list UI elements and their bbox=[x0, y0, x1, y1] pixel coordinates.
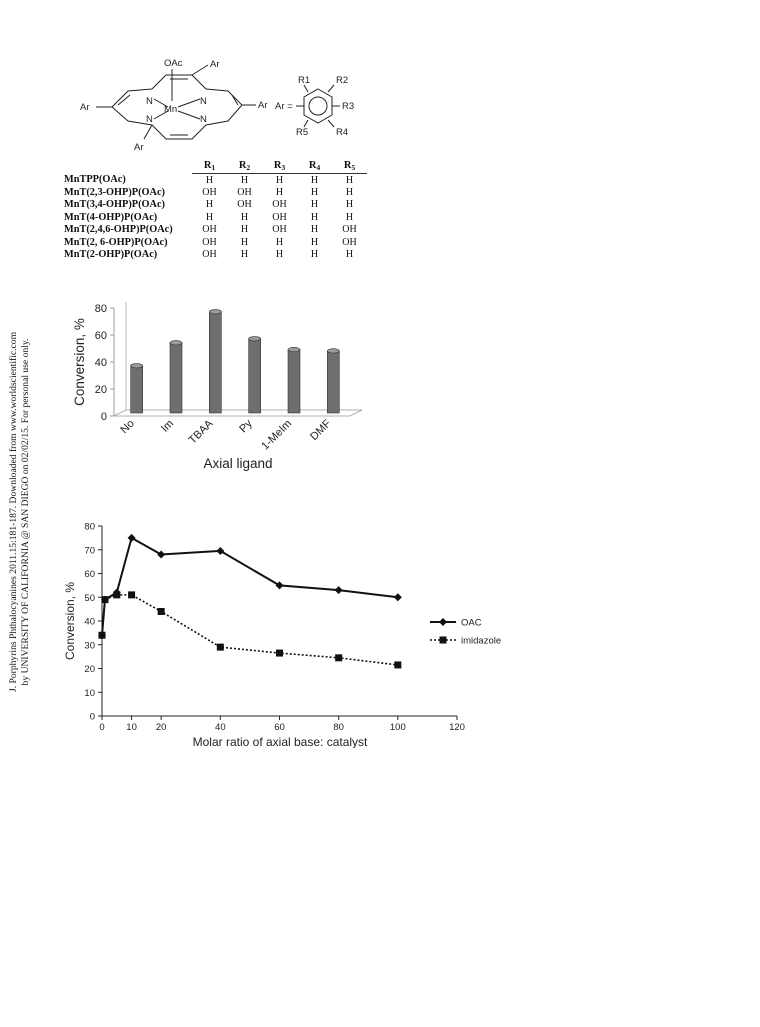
r3-label: R3 bbox=[342, 101, 355, 112]
y-tick-label: 40 bbox=[94, 357, 107, 369]
y-tick-label: 0 bbox=[100, 411, 107, 423]
table-row bbox=[64, 211, 367, 223]
substituent-cell: OH bbox=[202, 187, 217, 199]
y-axis-label: Conversion, % bbox=[63, 581, 77, 661]
table-row bbox=[64, 236, 367, 248]
bar bbox=[209, 312, 221, 413]
data-point bbox=[276, 581, 284, 589]
ar-equals-label: Ar = bbox=[275, 101, 293, 112]
y-tick-label: 60 bbox=[84, 569, 95, 580]
data-point bbox=[128, 534, 136, 542]
bar bbox=[288, 350, 300, 413]
substituent-cell: OH bbox=[272, 224, 287, 236]
data-point bbox=[113, 591, 120, 598]
substituent-cell: H bbox=[240, 236, 249, 248]
substituent-cell: OH bbox=[272, 199, 287, 211]
nitrogen-label-1: N bbox=[146, 96, 153, 107]
substituent-cell: H bbox=[275, 249, 284, 261]
x-tick-label: Py bbox=[237, 417, 255, 436]
y-tick-label: 0 bbox=[89, 711, 95, 723]
axial-ligand-bar-chart bbox=[66, 298, 366, 478]
phenyl-aromatic-circle bbox=[309, 97, 327, 115]
data-point bbox=[158, 608, 165, 615]
y-tick-label: 50 bbox=[84, 592, 95, 604]
x-tick-label: 120 bbox=[449, 722, 465, 733]
data-point bbox=[128, 591, 135, 598]
substituent-cell: H bbox=[345, 211, 354, 223]
x-tick-label: 80 bbox=[333, 722, 344, 733]
bar bbox=[249, 339, 261, 413]
x-tick-label: Im bbox=[158, 417, 177, 435]
r1-bond bbox=[304, 85, 308, 92]
aryl-bond-bottom bbox=[144, 125, 152, 139]
ar-label-right: Ar bbox=[258, 100, 268, 111]
data-point bbox=[101, 596, 108, 603]
legend-marker bbox=[439, 618, 447, 626]
axial-label: OAc bbox=[164, 58, 183, 69]
substituent-cell: OH bbox=[237, 199, 252, 211]
bar-cap bbox=[170, 341, 182, 345]
substituent-cell: H bbox=[345, 249, 354, 261]
table-row bbox=[64, 199, 367, 211]
side-download-note bbox=[0, 0, 40, 1027]
substituent-cell: H bbox=[240, 249, 249, 261]
side-note-line-2: by UNIVERSITY OF CALIFORNIA @ SAN DIEGO on 02/02/15. For personal use only. bbox=[20, 338, 31, 686]
header-r3: $R_3$ bbox=[262, 159, 297, 174]
x-tick-label: 100 bbox=[389, 722, 406, 733]
x-axis-label: Molar ratio of axial base: catalyst bbox=[192, 735, 368, 748]
data-point bbox=[216, 547, 224, 555]
x-tick-label: 1-MeIm bbox=[259, 417, 295, 453]
substituent-cell: H bbox=[240, 224, 249, 236]
phenyl-ring bbox=[304, 89, 332, 123]
x-axis-label: Axial ligand bbox=[203, 456, 273, 471]
table-row bbox=[64, 248, 367, 260]
y-tick-label: 20 bbox=[94, 384, 107, 396]
bar-cap bbox=[209, 310, 221, 314]
data-point bbox=[394, 661, 401, 668]
catalyst-name-cell: MnT(3,4-OHP)P(OAc) bbox=[64, 199, 165, 211]
data-point bbox=[394, 593, 402, 601]
substituent-cell: OH bbox=[342, 236, 357, 248]
catalyst-name-cell: MnTPP(OAc) bbox=[64, 174, 126, 186]
legend-label: OAC bbox=[461, 617, 482, 629]
substituent-table bbox=[64, 159, 367, 261]
header-r4: $R_4$ bbox=[297, 159, 332, 174]
catalyst-name-cell: MnT(4-OHP)P(OAc) bbox=[64, 211, 158, 223]
substituent-cell: H bbox=[310, 187, 319, 199]
substituent-cell: H bbox=[310, 249, 319, 261]
data-point bbox=[99, 632, 106, 639]
substituent-cell: H bbox=[205, 211, 214, 223]
catalyst-name-cell: MnT(2,3-OHP)P(OAc) bbox=[64, 187, 165, 199]
data-point bbox=[157, 551, 165, 559]
substituent-cell: H bbox=[205, 199, 214, 211]
ar-label-left: Ar bbox=[80, 102, 90, 113]
substituent-cell: H bbox=[275, 187, 284, 199]
substituent-cell: H bbox=[310, 224, 319, 236]
catalyst-name-cell: MnT(2,4,6-OHP)P(OAc) bbox=[64, 224, 173, 236]
porphyrin-structure bbox=[60, 55, 370, 157]
substituent-cell: OH bbox=[342, 224, 357, 236]
substituent-cell: OH bbox=[237, 187, 252, 199]
table-header-row bbox=[64, 159, 367, 174]
nitrogen-label-4: N bbox=[200, 114, 207, 125]
r5-bond bbox=[304, 120, 308, 127]
x-tick-label: 60 bbox=[274, 722, 285, 733]
table-row bbox=[64, 186, 367, 198]
substituent-cell: H bbox=[275, 174, 284, 186]
substituent-cell: H bbox=[310, 236, 319, 248]
r4-bond bbox=[328, 120, 334, 127]
n-mn-bond-2 bbox=[178, 99, 200, 107]
substituent-cell: H bbox=[345, 199, 354, 211]
y-tick-label: 80 bbox=[94, 303, 107, 315]
y-tick-label: 70 bbox=[84, 545, 95, 557]
n-mn-bond-4 bbox=[178, 111, 200, 119]
series-line-OAC bbox=[102, 538, 398, 635]
catalyst-name-cell: MnT(2, 6-OHP)P(OAc) bbox=[64, 236, 168, 248]
x-tick-label: 40 bbox=[215, 722, 226, 733]
substituent-cell: H bbox=[310, 174, 319, 186]
header-r2: $R_2$ bbox=[227, 159, 262, 174]
bar bbox=[327, 351, 339, 413]
y-tick-label: 30 bbox=[84, 640, 95, 652]
y-tick-label: 40 bbox=[84, 616, 95, 628]
substituent-cell: H bbox=[345, 174, 354, 186]
molar-ratio-line-chart bbox=[62, 518, 512, 748]
legend-marker bbox=[440, 637, 447, 644]
ar-label-top: Ar bbox=[210, 59, 220, 70]
r4-label: R4 bbox=[336, 127, 349, 138]
y-axis-label: Conversion, % bbox=[72, 318, 87, 406]
substituent-cell: H bbox=[345, 187, 354, 199]
x-tick-label: No bbox=[118, 417, 137, 437]
aryl-bond-top bbox=[192, 65, 208, 75]
r2-label: R2 bbox=[336, 75, 349, 86]
bar-cap bbox=[249, 337, 261, 341]
bar-cap bbox=[288, 347, 300, 351]
substituent-cell: H bbox=[310, 211, 319, 223]
nitrogen-label-2: N bbox=[200, 96, 207, 107]
y-tick-label: 80 bbox=[84, 521, 95, 533]
bar-cap bbox=[131, 364, 143, 368]
substituent-cell: OH bbox=[202, 224, 217, 236]
chart-floor bbox=[114, 410, 362, 416]
x-tick-label: 20 bbox=[155, 722, 167, 733]
bar-cap bbox=[327, 349, 339, 353]
catalyst-name-cell: MnT(2-OHP)P(OAc) bbox=[64, 249, 158, 261]
substituent-cell: H bbox=[310, 199, 319, 211]
ar-label-bottom: Ar bbox=[134, 142, 144, 153]
nitrogen-label-3: N bbox=[146, 114, 153, 125]
r5-label: R5 bbox=[296, 127, 309, 138]
side-note-line-1: J. Porphyrins Phthalocyanines 2011.15:181-187. Downloaded from www.worldscientific.com bbox=[8, 331, 19, 693]
data-point bbox=[217, 644, 224, 651]
x-tick-label: 10 bbox=[126, 722, 137, 733]
substituent-cell: H bbox=[275, 236, 284, 248]
r2-bond bbox=[328, 85, 334, 92]
metal-label: Mn bbox=[164, 104, 178, 115]
x-tick-label: 0 bbox=[99, 722, 105, 733]
x-tick-label: TBAA bbox=[186, 417, 216, 447]
series-line-imidazole bbox=[102, 595, 398, 665]
header-r1: $R_1$ bbox=[192, 159, 227, 174]
y-tick-label: 10 bbox=[84, 687, 95, 699]
substituent-cell: H bbox=[205, 174, 214, 186]
y-tick-label: 20 bbox=[84, 664, 95, 675]
data-point bbox=[276, 650, 283, 657]
data-point bbox=[335, 586, 343, 594]
y-tick-label: 60 bbox=[94, 330, 107, 342]
table-row bbox=[64, 174, 367, 187]
x-tick-label: DMF bbox=[308, 417, 334, 443]
bar bbox=[131, 366, 143, 413]
table-row bbox=[64, 224, 367, 236]
substituent-cell: OH bbox=[202, 236, 217, 248]
bar bbox=[170, 343, 182, 413]
substituent-cell: OH bbox=[202, 249, 217, 261]
legend-label: imidazole bbox=[461, 635, 502, 647]
r1-label: R1 bbox=[298, 75, 311, 86]
header-r5: $R_5$ bbox=[332, 159, 367, 174]
substituent-cell: H bbox=[240, 211, 249, 223]
substituent-cell: H bbox=[240, 174, 249, 186]
data-point bbox=[335, 654, 342, 661]
substituent-cell: OH bbox=[272, 211, 287, 223]
